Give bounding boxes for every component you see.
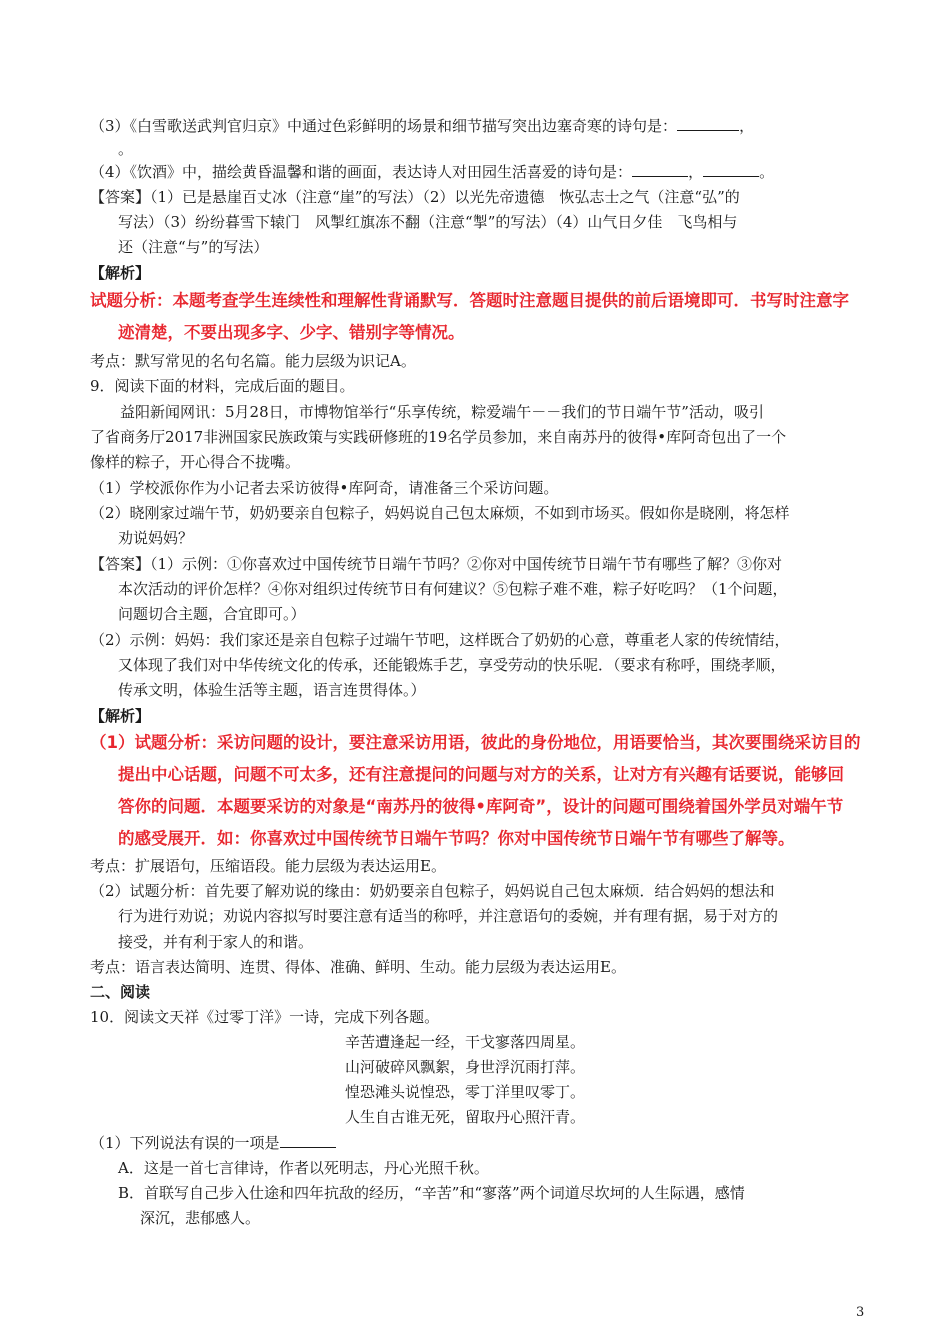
q8-answer-line1: 【答案】（1）已是悬崖百丈冰（注意“崖”的写法）（2）以光先帝遗德 恢弘志士之气（注意“弘”的	[90, 188, 740, 206]
q9-sub1: （1）学校派你作为小记者去采访彼得•库阿奇，请准备三个采访问题。	[90, 479, 559, 497]
q9-answer1-line2: 本次活动的评价怎样？④你对组织过传统节日有何建议？⑤包粽子难不难，粽子好吃吗？（1个问题，	[118, 580, 788, 598]
punct: ，	[739, 117, 755, 135]
answer-blank[interactable]	[703, 162, 759, 177]
q9-analysis2-line3: 接受，并有利于家人的和谐。	[118, 933, 314, 951]
poem-line: 人生自古谁无死，留取丹心照汗青。	[345, 1108, 586, 1126]
page-number: 3	[856, 1305, 865, 1320]
q9-title: 9．阅读下面的材料，完成后面的题目。	[90, 377, 355, 395]
q9-analysis2-line2: 行为进行劝说；劝说内容拟写时要注意有适当的称呼，并注意语句的委婉，并有理有据，易于对方的	[118, 907, 779, 925]
q8-item4	[90, 161, 774, 183]
q9-sub2-line2: 劝说妈妈？	[118, 529, 194, 547]
q9-analysis2-line1: （2）试题分析：首先要了解劝说的缘由：奶奶要亲自包粽子，妈妈说自己包太麻烦．结合妈妈的想法和	[90, 882, 775, 900]
q8-answer-line3: 还（注意“与”的写法）	[118, 238, 269, 256]
answer-blank[interactable]	[280, 1133, 336, 1148]
q9-analysis1-line2: 提出中心话题，问题不可太多，还有注意提问的问题与对方的关系，让对方有兴趣有话要说，能够回	[118, 765, 844, 784]
q8-item3-end: 。	[118, 140, 134, 158]
q9-answer1-line1: 【答案】（1）示例：①你喜欢过中国传统节日端午节吗？②你对中国传统节日端午节有哪些了解？③你对	[90, 555, 783, 573]
q9-kaodian1: 考点：扩展语句，压缩语段。能力层级为表达运用E。	[90, 857, 446, 875]
q10-option-b-line2: 深沉，悲郁感人。	[140, 1209, 261, 1227]
q9-answer1-line3: 问题切合主题，合宜即可。）	[118, 605, 306, 623]
q8-analysis-line2: 迹清楚，不要出现多字、少字、错别字等情况。	[118, 323, 465, 342]
q9-sub2-line1: （2）晓刚家过端午节，奶奶要亲自包粽子，妈妈说自己包太麻烦，不如到市场买。假如你是晓刚，将怎样	[90, 504, 790, 522]
answer-blank[interactable]	[677, 116, 739, 131]
q8-analysis-label: 【解析】	[90, 264, 151, 282]
q9-answer2-line3: 传承文明，体验生活等主题，语言连贯得体。）	[118, 681, 426, 699]
q8-item3	[90, 115, 754, 137]
q9-answer2-line2: 又体现了我们对中华传统文化的传承，还能锻炼手艺，享受劳动的快乐呢．（要求有称呼，围绕孝顺，	[118, 656, 786, 674]
q8-kaodian: 考点：默写常见的名句名篇。能力层级为识记A。	[90, 352, 416, 370]
q8-item3-text: （3）《白雪歌送武判官归京》中通过色彩鲜明的场景和细节描写突出边塞奇寒的诗句是：	[90, 117, 678, 135]
q9-answer2-line1: （2）示例：妈妈：我们家还是亲自包粽子过端午节吧，这样既合了奶奶的心意，尊重老人家的传统情结，	[90, 631, 790, 649]
section-heading: 二、阅读	[90, 983, 151, 1001]
q10-option-a: A．这是一首七言律诗，作者以死明志，丹心光照千秋。	[118, 1159, 489, 1177]
q9-analysis1-line4: 的感受展开．如：你喜欢过中国传统节日端午节吗？你对中国传统节日端午节有哪些了解等。	[118, 829, 795, 848]
q9-analysis1-line1: （1）试题分析：采访问题的设计，要注意采访用语，彼此的身份地位，用语要恰当，其次要围绕采访目的	[90, 733, 861, 752]
q9-material-line2: 了省商务厅2017非洲国家民族政策与实践研修班的19名学员参加，来自南苏丹的彼得•库阿奇包出了一个	[90, 428, 787, 446]
q10-sub1	[90, 1132, 336, 1154]
q10-sub1-text: （1）下列说法有误的一项是	[90, 1134, 280, 1152]
q9-kaodian2: 考点：语言表达简明、连贯、得体、准确、鲜明、生动。能力层级为表达运用E。	[90, 958, 626, 976]
q10-option-b-line1: B．首联写自己步入仕途和四年抗敌的经历，“辛苦”和“寥落”两个词道尽坎坷的人生际遇，感情	[118, 1184, 745, 1202]
poem-line: 山河破碎风飘絮，身世浮沉雨打萍。	[345, 1058, 586, 1076]
answer-blank[interactable]	[632, 162, 688, 177]
q9-analysis-label: 【解析】	[90, 707, 151, 725]
q9-analysis1-line3: 答你的问题．本题要采访的对象是“南苏丹的彼得•库阿奇”，设计的问题可围绕着国外学员对端午节	[118, 797, 844, 816]
q8-answer-line2: 写法）（3）纷纷暮雪下辕门 风掣红旗冻不翻（注意“掣”的写法）（4）山气日夕佳 飞鸟相与	[118, 213, 738, 231]
q8-analysis-line1: 试题分析：本题考查学生连续性和理解性背诵默写．答题时注意题目提供的前后语境即可．书写时注意字	[90, 291, 849, 310]
q8-item4-text: （4）《饮酒》中，描绘黄昏温馨和谐的画面，表达诗人对田园生活喜爱的诗句是：	[90, 163, 633, 181]
q9-material-line1: 益阳新闻网讯：5月28日，市博物馆举行“乐享传统，粽爱端午－－我们的节日端午节”活动，吸引	[120, 403, 764, 421]
q9-material-line3: 像样的粽子，开心得合不拢嘴。	[90, 453, 301, 471]
punct: 。	[759, 163, 775, 181]
punct: ，	[688, 163, 704, 181]
poem-line: 惶恐滩头说惶恐，零丁洋里叹零丁。	[345, 1083, 586, 1101]
q10-title: 10．阅读文天祥《过零丁洋》一诗，完成下列各题。	[90, 1008, 440, 1026]
poem-line: 辛苦遭逢起一经，干戈寥落四周星。	[345, 1033, 586, 1051]
